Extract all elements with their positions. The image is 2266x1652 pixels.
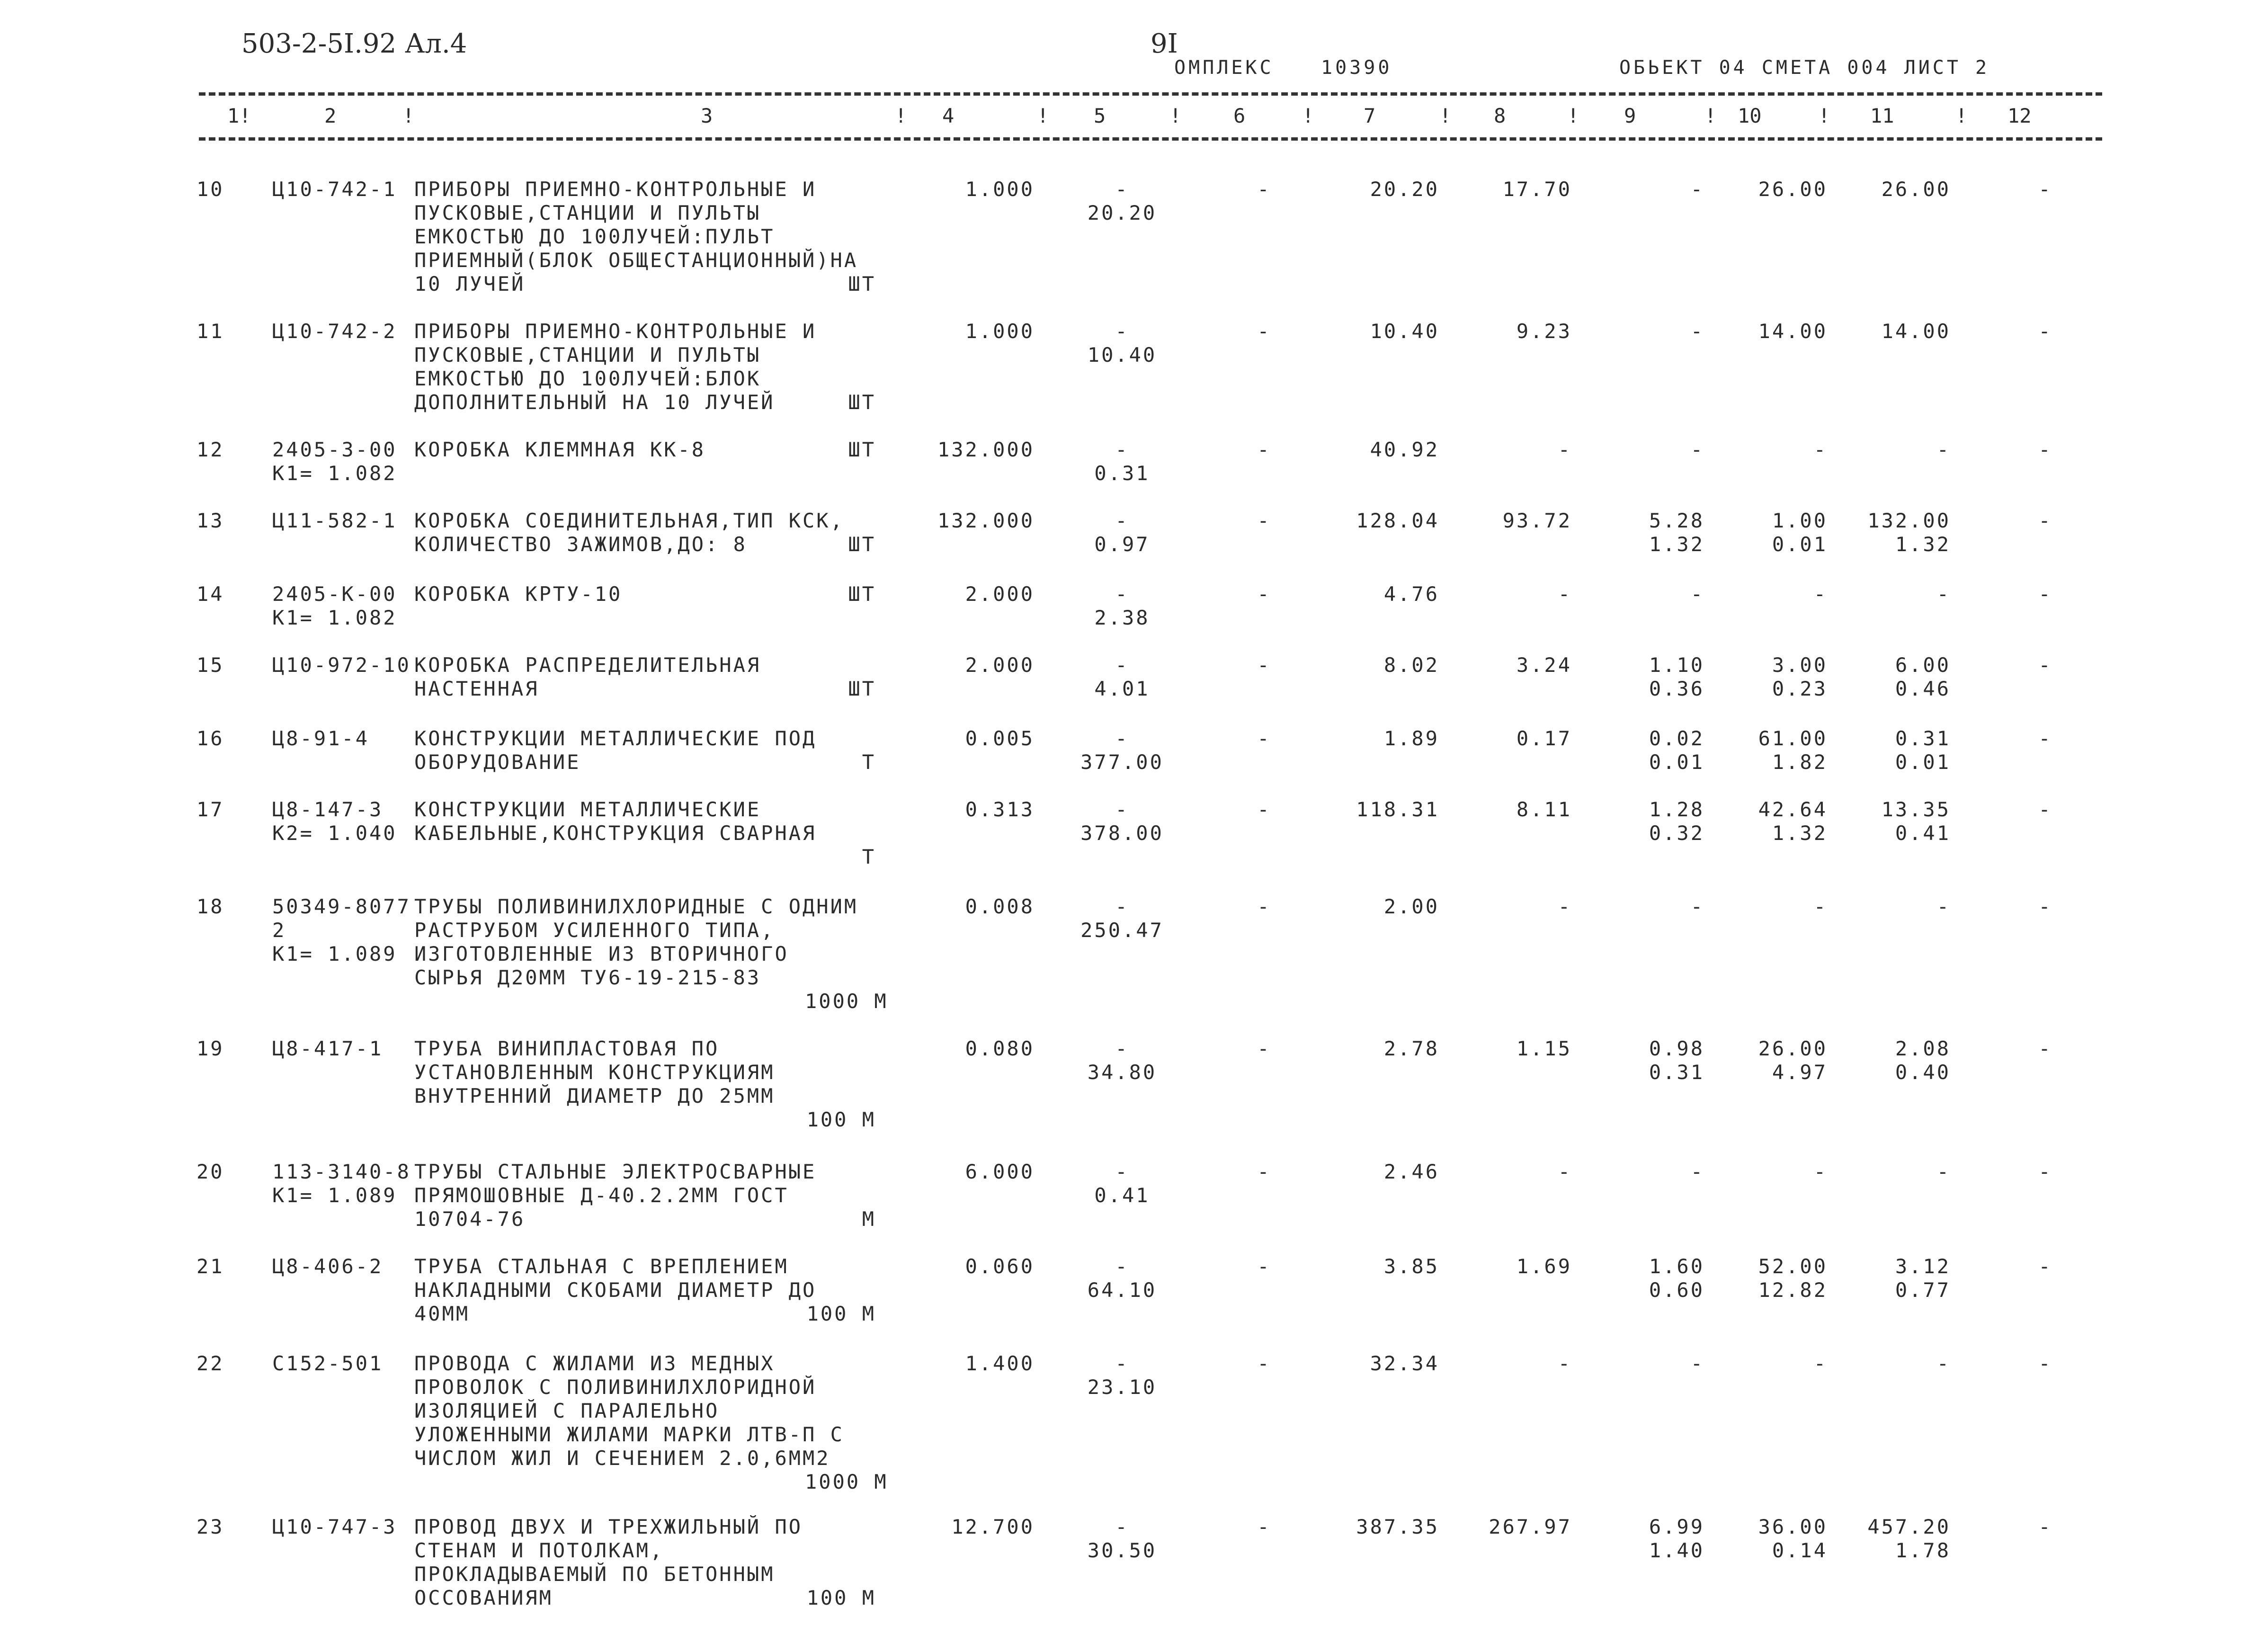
col-5-value: - 4.01 — [1094, 653, 1150, 700]
rate-code: Ц10-742-2 — [272, 320, 397, 343]
column-number: 1 — [227, 104, 240, 127]
page-number: 9I — [1151, 28, 1178, 59]
row-number: 16 — [196, 727, 224, 750]
unit-of-measure: М — [862, 1207, 876, 1231]
col-8-value: 1.15 — [1516, 1037, 1572, 1060]
unit-of-measure: 100 М — [806, 1302, 876, 1325]
col-11-value: 0.31 0.01 — [1895, 727, 1951, 774]
col-5-value: - 10.40 — [1087, 320, 1157, 366]
col-12-value: - — [2038, 1352, 2052, 1375]
work-name: ТРУБЫ СТАЛЬНЫЕ ЭЛЕКТРОСВАРНЫЕ ПРЯМОШОВНЫЕ Д-40.2.2ММ ГОСТ 10704-76 — [414, 1160, 817, 1231]
column-number: 11 — [1870, 104, 1894, 127]
quantity: 2.000 — [965, 653, 1035, 677]
unit-of-measure: 100 М — [806, 1586, 876, 1609]
column-number: 7 — [1364, 104, 1376, 127]
col-6-value: - — [1257, 1037, 1271, 1060]
rate-code: 2405-К-00 К1= 1.082 — [272, 582, 397, 629]
unit-of-measure: ШТ — [848, 438, 876, 461]
col-12-value: - — [2038, 438, 2052, 461]
col-5-value: - 2.38 — [1094, 582, 1150, 629]
col-11-value: - — [1936, 1160, 1951, 1183]
unit-of-measure: Т — [862, 845, 876, 868]
quantity: 132.000 — [937, 509, 1035, 532]
col-11-value: - — [1936, 582, 1951, 606]
col-12-value: - — [2038, 727, 2052, 750]
col-8-value: 1.69 — [1516, 1255, 1572, 1278]
col-9-value: - — [1690, 895, 1704, 918]
col-7-value: 40.92 — [1370, 438, 1439, 461]
col-7-value: 2.00 — [1383, 895, 1439, 918]
unit-of-measure: ШТ — [848, 391, 876, 414]
work-name: КОРОБКА КРТУ-10 — [414, 582, 623, 606]
col-5-value: - 250.47 — [1080, 895, 1164, 942]
rate-code: 2405-3-00 К1= 1.082 — [272, 438, 397, 485]
col-11-value: 14.00 — [1881, 320, 1951, 343]
col-11-value: 6.00 0.46 — [1895, 653, 1951, 700]
col-7-value: 3.85 — [1383, 1255, 1439, 1278]
col-7-value: 10.40 — [1370, 320, 1439, 343]
col-9-value: - — [1690, 178, 1704, 201]
col-8-value: - — [1558, 1160, 1572, 1183]
col-9-value: - — [1690, 1160, 1704, 1183]
col-12-value: - — [2038, 582, 2052, 606]
row-number: 12 — [196, 438, 224, 461]
col-8-value: 3.24 — [1516, 653, 1572, 677]
col-11-value: - — [1936, 1352, 1951, 1375]
col-12-value: - — [2038, 178, 2052, 201]
quantity: 0.005 — [965, 727, 1035, 750]
col-10-value: 52.00 12.82 — [1758, 1255, 1828, 1302]
col-9-value: 0.02 0.01 — [1649, 727, 1704, 774]
col-6-value: - — [1257, 320, 1271, 343]
col-10-value: 1.00 0.01 — [1772, 509, 1828, 556]
work-name: ПРИБОРЫ ПРИЕМНО-КОНТРОЛЬНЫЕ И ПУСКОВЫЕ,СТАНЦИИ И ПУЛЬТЫ ЕМКОСТЬЮ ДО 100ЛУЧЕЙ:БЛОК ДОПОЛНИТЕЛЬНЫЙ НА 10 ЛУЧЕЙ — [414, 320, 817, 414]
col-6-value: - — [1257, 1352, 1271, 1375]
work-name: ТРУБА СТАЛЬНАЯ С ВРЕПЛЕНИЕМ НАКЛАДНЫМИ СКОБАМИ ДИАМЕТР ДО 40ММ — [414, 1255, 817, 1325]
col-8-value: - — [1558, 582, 1572, 606]
work-name: КОРОБКА РАСПРЕДЕЛИТЕЛЬНАЯ НАСТЕННАЯ — [414, 653, 761, 700]
row-number: 21 — [196, 1255, 224, 1278]
quantity: 0.008 — [965, 895, 1035, 918]
column-number: 9 — [1624, 104, 1636, 127]
col-10-value: 3.00 0.23 — [1772, 653, 1828, 700]
quantity: 0.060 — [965, 1255, 1035, 1278]
unit-of-measure: ШТ — [848, 677, 876, 700]
column-number: 10 — [1738, 104, 1762, 127]
column-number: 8 — [1494, 104, 1506, 127]
col-8-value: 17.70 — [1502, 178, 1572, 201]
col-10-value: - — [1813, 582, 1828, 606]
quantity: 2.000 — [965, 582, 1035, 606]
col-9-value: 6.99 1.40 — [1649, 1515, 1704, 1562]
column-number: 5 — [1094, 104, 1106, 127]
column-number: 3 — [701, 104, 713, 127]
quantity: 6.000 — [965, 1160, 1035, 1183]
col-12-value: - — [2038, 895, 2052, 918]
col-5-value: - 0.97 — [1094, 509, 1150, 556]
work-name: ТРУБЫ ПОЛИВИНИЛХЛОРИДНЫЕ С ОДНИМ РАСТРУБОМ УСИЛЕННОГО ТИПА, ИЗГОТОВЛЕННЫЕ ИЗ ВТОРИЧНОГО СЫРЬЯ Д20ММ ТУ6-19-215-83 — [414, 895, 858, 989]
unit-of-measure: 100 М — [806, 1108, 876, 1131]
rate-code: С152-501 — [272, 1352, 384, 1375]
col-9-value: - — [1690, 1352, 1704, 1375]
col-10-value: - — [1813, 438, 1828, 461]
unit-of-measure: ШТ — [848, 533, 876, 556]
col-12-value: - — [2038, 320, 2052, 343]
col-5-value: - 20.20 — [1087, 178, 1157, 224]
col-9-value: 5.28 1.32 — [1649, 509, 1704, 556]
col-6-value: - — [1257, 178, 1271, 201]
rate-code: Ц8-91-4 — [272, 727, 370, 750]
col-11-value: 457.20 1.78 — [1867, 1515, 1951, 1562]
col-10-value: 26.00 4.97 — [1758, 1037, 1828, 1084]
unit-of-measure: ШТ — [848, 272, 876, 295]
unit-of-measure: 1000 М — [805, 1470, 888, 1493]
row-number: 22 — [196, 1352, 224, 1375]
col-11-value: - — [1936, 438, 1951, 461]
col-12-value: - — [2038, 509, 2052, 532]
col-9-value: - — [1690, 320, 1704, 343]
col-5-value: - 378.00 — [1080, 798, 1164, 845]
col-12-value: - — [2038, 798, 2052, 821]
col-10-value: 36.00 0.14 — [1758, 1515, 1828, 1562]
row-number: 11 — [196, 320, 224, 343]
col-6-value: - — [1257, 653, 1271, 677]
quantity: 1.000 — [965, 178, 1035, 201]
col-7-value: 2.46 — [1383, 1160, 1439, 1183]
rate-code: Ц8-406-2 — [272, 1255, 384, 1278]
unit-of-measure: 1000 М — [805, 990, 888, 1013]
col-11-value: 13.35 0.41 — [1881, 798, 1951, 845]
quantity: 1.000 — [965, 320, 1035, 343]
unit-of-measure: ШТ — [848, 582, 876, 606]
col-7-value: 2.78 — [1383, 1037, 1439, 1060]
col-7-value: 118.31 — [1356, 798, 1439, 821]
col-10-value: 61.00 1.82 — [1758, 727, 1828, 774]
col-5-value: - 0.41 — [1094, 1160, 1150, 1207]
row-number: 19 — [196, 1037, 224, 1060]
col-11-value: 2.08 0.40 — [1895, 1037, 1951, 1084]
col-9-value: - — [1690, 438, 1704, 461]
col-7-value: 20.20 — [1370, 178, 1439, 201]
rate-code: 50349-8077 2 К1= 1.089 — [272, 895, 411, 965]
col-8-value: - — [1558, 895, 1572, 918]
rate-code: Ц10-972-10 — [272, 653, 411, 677]
col-8-value: - — [1558, 1352, 1572, 1375]
quantity: 12.700 — [951, 1515, 1035, 1538]
rate-code: Ц8-147-3 К2= 1.040 — [272, 798, 397, 845]
column-number: 6 — [1233, 104, 1246, 127]
work-name: ПРОВОД ДВУХ И ТРЕХЖИЛЬНЫЙ ПО СТЕНАМ И ПОТОЛКАМ, ПРОКЛАДЫВАЕМЫЙ ПО БЕТОННЫМ ОССОВАНИЯМ — [414, 1515, 803, 1609]
col-9-value: 0.98 0.31 — [1649, 1037, 1704, 1084]
col-12-value: - — [2038, 1160, 2052, 1183]
column-number: 2 — [324, 104, 337, 127]
rate-code: Ц10-747-3 — [272, 1515, 397, 1538]
col-6-value: - — [1257, 895, 1271, 918]
col-8-value: - — [1558, 438, 1572, 461]
rate-code: 113-3140-8 К1= 1.089 — [272, 1160, 411, 1207]
col-6-value: - — [1257, 1255, 1271, 1278]
work-name: КОРОБКА СОЕДИНИТЕЛЬНАЯ,ТИП КСК, КОЛИЧЕСТВО ЗАЖИМОВ,ДО: 8 — [414, 509, 844, 556]
row-number: 23 — [196, 1515, 224, 1538]
col-6-value: - — [1257, 582, 1271, 606]
col-7-value: 387.35 — [1356, 1515, 1439, 1538]
col-6-value: - — [1257, 438, 1271, 461]
col-8-value: 8.11 — [1516, 798, 1572, 821]
col-11-value: 26.00 — [1881, 178, 1951, 201]
col-11-value: 132.00 1.32 — [1867, 509, 1951, 556]
row-number: 13 — [196, 509, 224, 532]
col-8-value: 0.17 — [1516, 727, 1572, 750]
col-8-value: 267.97 — [1489, 1515, 1572, 1538]
work-name: ПРОВОДА С ЖИЛАМИ ИЗ МЕДНЫХ ПРОВОЛОК С ПОЛИВИНИЛХЛОРИДНОЙ ИЗОЛЯЦИЕЙ С ПАРАЛЕЛЬНО УЛОЖЕННЫМИ ЖИЛАМИ МАРКИ ЛТВ-П С ЧИСЛОМ ЖИЛ И СЕЧЕНИЕМ 2.0,6ММ2 — [414, 1352, 844, 1470]
work-name: КОНСТРУКЦИИ МЕТАЛЛИЧЕСКИЕ ПОД ОБОРУДОВАНИЕ — [414, 727, 817, 774]
col-6-value: - — [1257, 798, 1271, 821]
col-9-value: 1.10 0.36 — [1649, 653, 1704, 700]
col-7-value: 1.89 — [1383, 727, 1439, 750]
col-7-value: 4.76 — [1383, 582, 1439, 606]
header-bottom-rule — [199, 137, 2102, 141]
rate-code: Ц11-582-1 — [272, 509, 397, 532]
row-number: 18 — [196, 895, 224, 918]
col-10-value: - — [1813, 1160, 1828, 1183]
col-10-value: 26.00 — [1758, 178, 1828, 201]
col-6-value: - — [1257, 727, 1271, 750]
row-number: 17 — [196, 798, 224, 821]
quantity: 132.000 — [937, 438, 1035, 461]
col-10-value: 42.64 1.32 — [1758, 798, 1828, 845]
col-10-value: 14.00 — [1758, 320, 1828, 343]
col-8-value: 9.23 — [1516, 320, 1572, 343]
col-7-value: 128.04 — [1356, 509, 1439, 532]
col-10-value: - — [1813, 895, 1828, 918]
work-name: ПРИБОРЫ ПРИЕМНО-КОНТРОЛЬНЫЕ И ПУСКОВЫЕ,СТАНЦИИ И ПУЛЬТЫ ЕМКОСТЬЮ ДО 100ЛУЧЕЙ:ПУЛЬТ ПРИЕМНЫЙ(БЛОК ОБЩЕСТАНЦИОННЫЙ)НА 10 ЛУЧЕЙ — [414, 178, 858, 295]
quantity: 0.080 — [965, 1037, 1035, 1060]
unit-of-measure: Т — [862, 750, 876, 774]
work-name: ТРУБА ВИНИПЛАСТОВАЯ ПО УСТАНОВЛЕННЫМ КОНСТРУКЦИЯМ ВНУТРЕННИЙ ДИАМЕТР ДО 25ММ — [414, 1037, 775, 1107]
rate-code: Ц10-742-1 — [272, 178, 397, 201]
col-5-value: - 23.10 — [1087, 1352, 1157, 1399]
col-7-value: 8.02 — [1383, 653, 1439, 677]
row-number: 15 — [196, 653, 224, 677]
col-7-value: 32.34 — [1370, 1352, 1439, 1375]
row-number: 14 — [196, 582, 224, 606]
work-name: КОРОБКА КЛЕММНАЯ КК-8 — [414, 438, 706, 461]
document-reference: 503-2-5I.92 Ал.4 — [241, 28, 467, 59]
col-6-value: - — [1257, 509, 1271, 532]
col-11-value: - — [1936, 895, 1951, 918]
col-9-value: 1.60 0.60 — [1649, 1255, 1704, 1302]
rate-code: Ц8-417-1 — [272, 1037, 384, 1060]
col-12-value: - — [2038, 1515, 2052, 1538]
col-9-value: - — [1690, 582, 1704, 606]
col-11-value: 3.12 0.77 — [1895, 1255, 1951, 1302]
col-5-value: - 377.00 — [1080, 727, 1164, 774]
col-6-value: - — [1257, 1160, 1271, 1183]
header-top-rule — [199, 92, 2102, 96]
col-5-value: - 30.50 — [1087, 1515, 1157, 1562]
complex-label: ОМПЛЕКС — [1174, 57, 1274, 79]
column-numbers-row: 1 2 3 4 5 6 7 8 9 10 11 12 ! ! ! ! ! ! ! ! ! ! ! — [227, 104, 2032, 127]
col-5-value: - 34.80 — [1087, 1037, 1157, 1084]
column-number: 4 — [942, 104, 955, 127]
row-number: 10 — [196, 178, 224, 201]
col-5-value: - 0.31 — [1094, 438, 1150, 485]
col-10-value: - — [1813, 1352, 1828, 1375]
work-name: КОНСТРУКЦИИ МЕТАЛЛИЧЕСКИЕ КАБЕЛЬНЫЕ,КОНСТРУКЦИЯ СВАРНАЯ — [414, 798, 817, 845]
col-9-value: 1.28 0.32 — [1649, 798, 1704, 845]
col-8-value: 93.72 — [1502, 509, 1572, 532]
complex-number: 10390 — [1321, 57, 1392, 79]
object-estimate-sheet: ОБЬЕКТ 04 СМЕТА 004 ЛИСТ 2 — [1619, 57, 1990, 79]
column-number: 12 — [2007, 104, 2032, 127]
col-12-value: - — [2038, 1037, 2052, 1060]
col-12-value: - — [2038, 1255, 2052, 1278]
row-number: 20 — [196, 1160, 224, 1183]
quantity: 1.400 — [965, 1352, 1035, 1375]
col-5-value: - 64.10 — [1087, 1255, 1157, 1302]
quantity: 0.313 — [965, 798, 1035, 821]
col-6-value: - — [1257, 1515, 1271, 1538]
col-12-value: - — [2038, 653, 2052, 677]
